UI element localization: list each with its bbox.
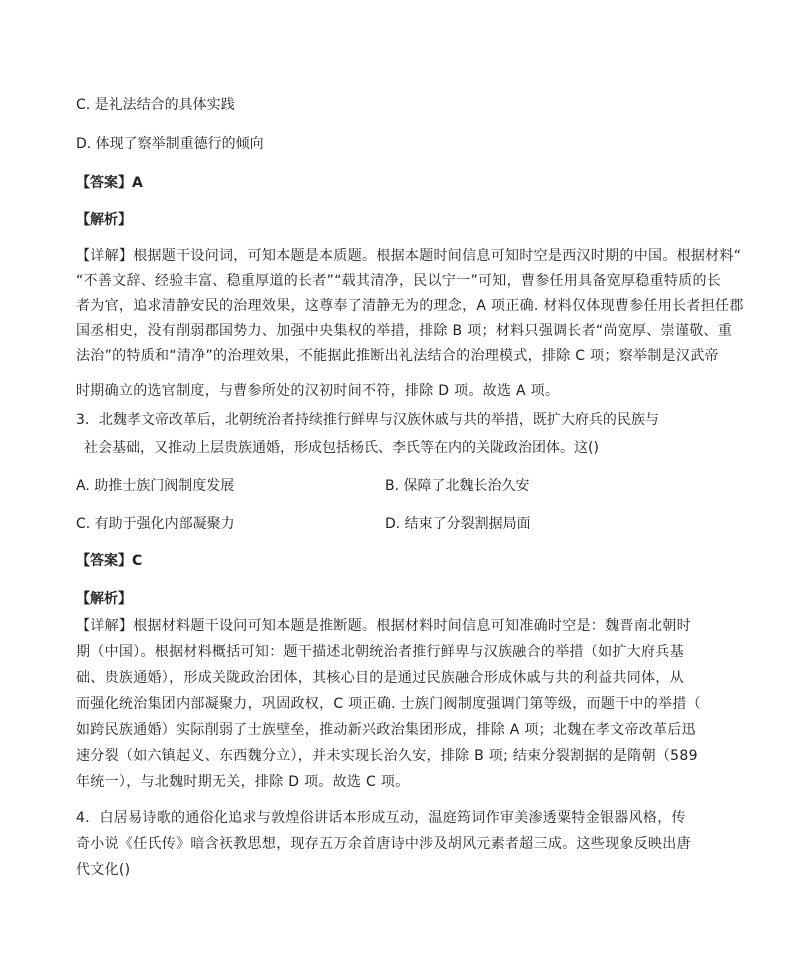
q3-answer: 【答案】C bbox=[76, 553, 143, 569]
q2-detail-line: 法治”的特质和“清净”的治理效果，不能据此推断出礼法结合的治理模式，排除 C 项；察举制是汉武帝 bbox=[76, 348, 719, 364]
q4-stem-line: 4．白居易诗歌的通俗化追求与敦煌俗讲话本形成互动，温庭筠词作审美渗透粟特金银器风格，传 bbox=[76, 810, 686, 826]
q4-stem-line: 代文化() bbox=[76, 862, 131, 878]
q2-detail-line: 时期确立的选官制度，与曹参所处的汉初时间不符，排除 D 项。故选 A 项。 bbox=[76, 383, 560, 399]
q3-detail-line: 如跨民族通婚）实际削弱了士族壁垒，推动新兴政治集团形成，排除 A 项；北魏在孝文帝改革后迅 bbox=[76, 722, 696, 738]
q2-detail-line: 【详解】根据题干设问词，可知本题是本质题。根据本题时间信息可知时空是西汉时期的中国。根据材料“ bbox=[76, 248, 742, 264]
q3-option-a: A. 助推士族门阀制度发展 bbox=[76, 478, 235, 494]
q3-detail-line: 年统一），与北魏时期无关，排除 D 项。故选 C 项。 bbox=[76, 774, 410, 790]
q2-option-c: C. 是礼法结合的具体实践 bbox=[76, 97, 235, 113]
q3-stem-line: 3．北魏孝文帝改革后，北朝统治者持续推行鲜卑与汉族休戚与共的举措，既扩大府兵的民族与 bbox=[76, 412, 659, 428]
q3-detail-line: 期（中国）。根据材料概括可知：题干描述北朝统治者推行鲜卑与汉族融合的举措（如扩大府兵基 bbox=[76, 644, 684, 660]
q3-detail-line: 础、贵族通婚），形成关陇政治团体，其核心目的是通过民族融合形成休戚与共的利益共同体，从 bbox=[76, 670, 684, 686]
q2-analysis-label: 【解析】 bbox=[76, 212, 132, 228]
q2-detail-line: 者为官，追求清静安民的治理效果，这尊奉了清静无为的理念，A 项正确. 材料仅体现曹参任用长者担任郡 bbox=[76, 298, 744, 314]
q3-option-b: B. 保障了北魏长治久安 bbox=[385, 478, 530, 494]
q3-analysis-label: 【解析】 bbox=[76, 591, 132, 607]
q2-detail-line: “不善文辞、经验丰富、稳重厚道的长者”“载其清净，民以宁一”可知，曹参任用具备宽厚稳重特质的长 bbox=[76, 273, 722, 289]
q3-option-c: C. 有助于强化内部凝聚力 bbox=[76, 516, 235, 532]
q2-answer: 【答案】A bbox=[76, 175, 143, 191]
q2-detail-line: 国丞相史，没有削弱郡国势力、加强中央集权的举措，排除 B 项；材料只强调长者“尚宽厚、崇谨敬、重 bbox=[76, 323, 733, 339]
q3-detail-line: 而强化统治集团内部凝聚力，巩固政权，C 项正确. 士族门阀制度强调门第等级，而题干中的举措（ bbox=[76, 696, 701, 712]
q2-option-d: D. 体现了察举制重德行的倾向 bbox=[76, 136, 264, 152]
q3-detail-line: 速分裂（如六镇起义、东西魏分立），并未实现长治久安，排除 B 项; 结束分裂割据的是隋朝（589 bbox=[76, 748, 698, 764]
q4-stem-line: 奇小说《任氏传》暗含祆教思想，现存五万余首唐诗中涉及胡风元素者超三成。这些现象反映出唐 bbox=[76, 836, 691, 852]
q3-detail-line: 【详解】根据材料题干设问可知本题是推断题。根据材料时间信息可知准确时空是：魏晋南北朝时 bbox=[76, 618, 691, 634]
q3-option-d: D. 结束了分裂割据局面 bbox=[385, 516, 531, 532]
q3-stem-line: 社会基础，又推动上层贵族通婚，形成包括杨氏、李氏等在内的关陇政治团体。这() bbox=[84, 440, 599, 456]
